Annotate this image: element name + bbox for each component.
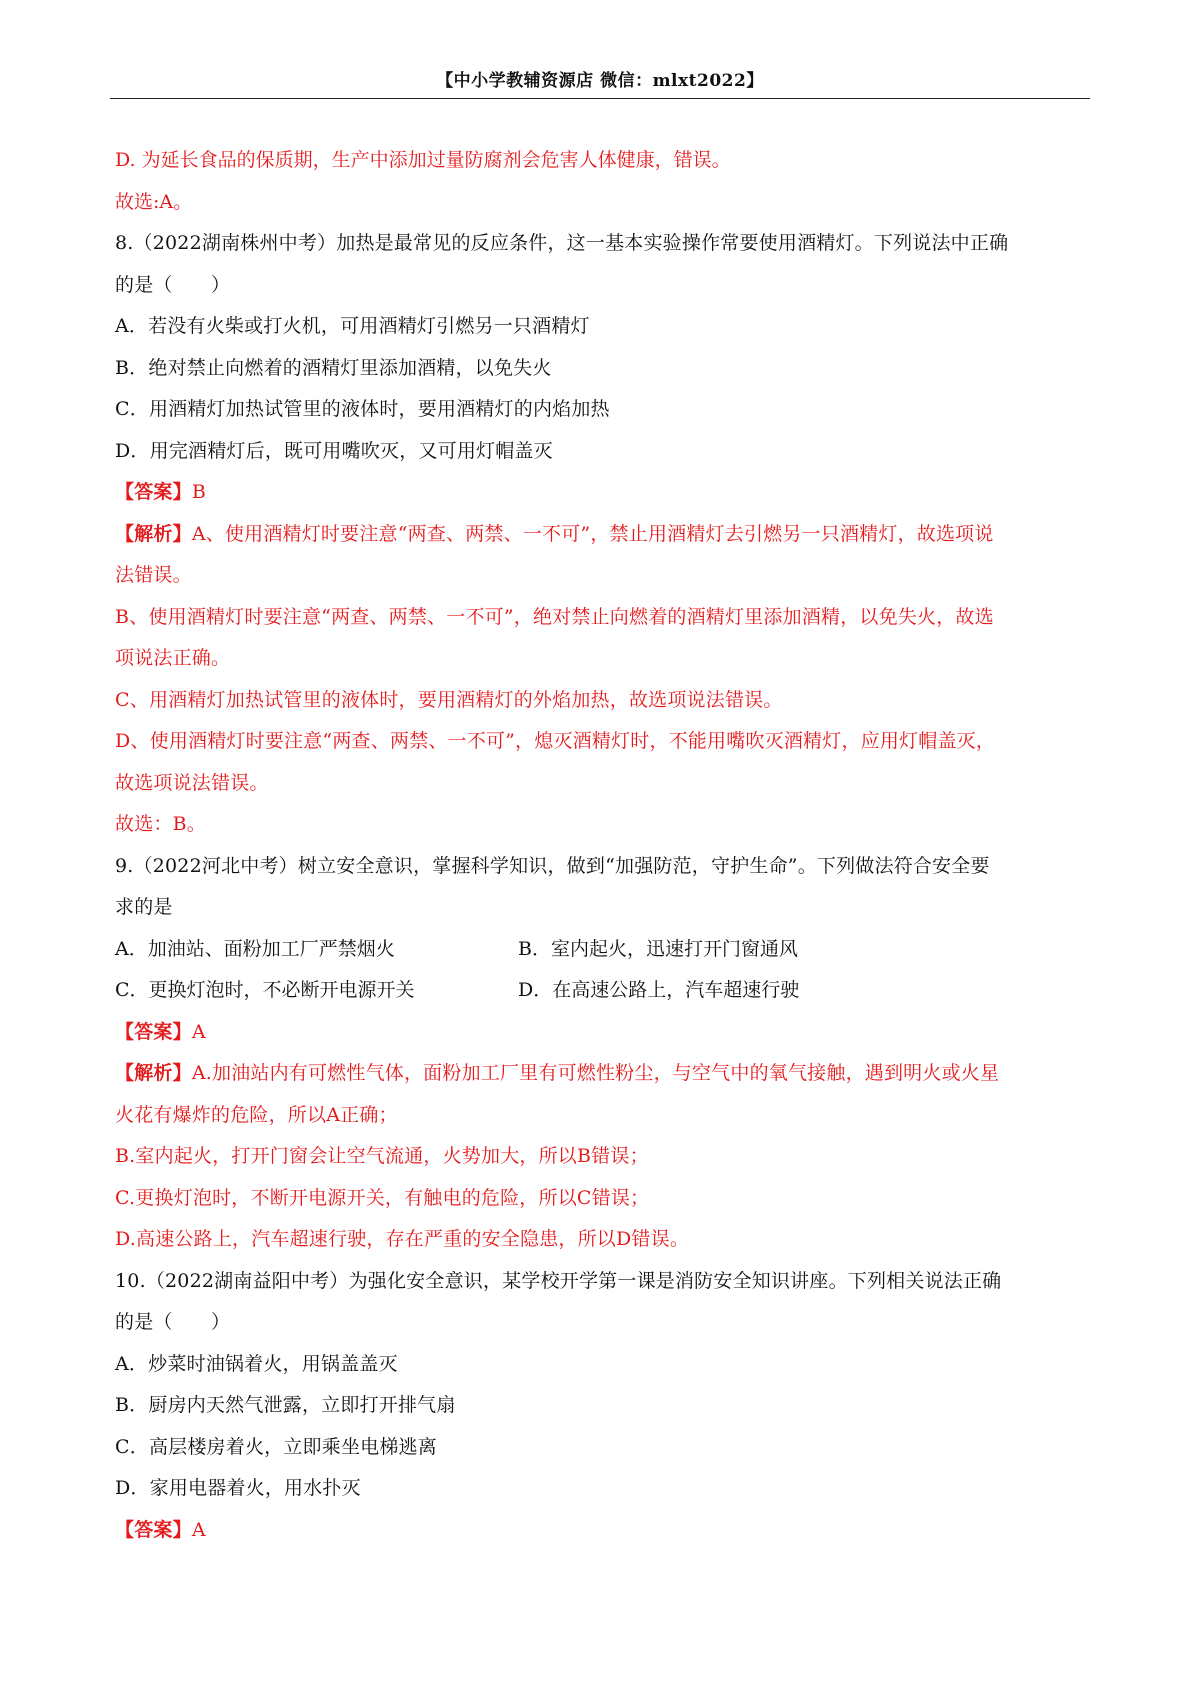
q9-analysis-line-2: 火花有爆炸的危险，所以A正确； — [115, 1103, 398, 1126]
q8-option-c: C．用酒精灯加热试管里的液体时，要用酒精灯的内焰加热 — [115, 398, 610, 420]
q8-analysis-label: 【解析】 — [115, 522, 192, 545]
q9-analysis-line-3: B.室内起火，打开门窗会让空气流通，火势加大，所以B错误； — [115, 1145, 649, 1167]
question-8 — [115, 223, 1090, 846]
q8-analysis-line-5: C、用酒精灯加热试管里的液体时，要用酒精灯的外焰加热，故选项说法错误。 — [115, 688, 783, 711]
q8-analysis-text-1: A、使用酒精灯时要注意“两查、两禁、一不可”，禁止用酒精灯去引燃另一只酒精灯，故选项说 — [191, 522, 994, 545]
q9-option-b: B．室内起火，迅速打开门窗通风 — [518, 937, 798, 960]
q8-option-b: B．绝对禁止向燃着的酒精灯里添加酒精，以免失火 — [115, 356, 552, 379]
q7-option-d-explanation: D. 为延长食品的保质期，生产中添加过量防腐剂会危害人体健康，错误。 — [115, 149, 731, 171]
q8-answer-label: 【答案】 — [115, 481, 192, 503]
q8-analysis-line-4: 项说法正确。 — [115, 647, 231, 669]
q9-option-d: D．在高速公路上，汽车超速行驶 — [518, 979, 800, 1001]
q10-option-a: A．炒菜时油锅着火，用锅盖盖灭 — [115, 1352, 398, 1375]
page-header: 【中小学教辅资源店 微信：mlxt2022】 — [436, 71, 764, 91]
q8-analysis-line-6: D、使用酒精灯时要注意“两查、两禁、一不可”，熄灭酒精灯时，不能用嘴吹灭酒精灯，应用灯帽盖灭， — [115, 730, 996, 752]
q10-option-b: B．厨房内天然气泄露，立即打开排气扇 — [115, 1394, 456, 1416]
q8-analysis-line-3: B、使用酒精灯时要注意“两查、两禁、一不可”，绝对禁止向燃着的酒精灯里添加酒精，以免失火，故选 — [115, 605, 994, 628]
document-body — [115, 140, 1090, 1551]
header-divider — [110, 98, 1090, 99]
q9-analysis-line-1 — [115, 1053, 1090, 1095]
q10-answer — [115, 1510, 1090, 1552]
q8-stem-line-1: 8.（2022湖南株州中考）加热是最常见的反应条件，这一基本实验操作常要使用酒精灯。下列说法中正确 — [115, 232, 1009, 254]
question-9 — [115, 846, 1090, 1261]
q9-answer-label: 【答案】 — [115, 1020, 192, 1043]
q8-option-d: D．用完酒精灯后，既可用嘴吹灭，又可用灯帽盖灭 — [115, 439, 553, 462]
q10-answer-label: 【答案】 — [115, 1518, 192, 1541]
question-10 — [115, 1261, 1090, 1552]
q9-analysis-line-5: D.高速公路上，汽车超速行驶，存在严重的安全隐患，所以D错误。 — [115, 1228, 690, 1250]
q9-analysis-label: 【解析】 — [115, 1062, 192, 1084]
q10-stem-line-1: 10.（2022湖南益阳中考）为强化安全意识，某学校开学第一课是消防安全知识讲座。下列相关说法正确 — [115, 1269, 1002, 1292]
q10-stem-line-2: 的是（ ） — [115, 1311, 231, 1333]
q9-option-a: A．加油站、面粉加工厂严禁烟火 — [115, 937, 395, 960]
q8-analysis-line-1 — [115, 514, 1090, 556]
q9-answer-value: A — [191, 1020, 206, 1043]
q8-analysis-line-7: 故选项说法错误。 — [115, 771, 269, 794]
q7-conclusion: 故选:A。 — [115, 190, 193, 213]
q9-options-row-1 — [115, 929, 1090, 971]
q8-option-a: A．若没有火柴或打火机，可用酒精灯引燃另一只酒精灯 — [115, 315, 590, 337]
q9-answer — [115, 1012, 1090, 1054]
q8-stem-line-2: 的是（ ） — [115, 273, 231, 296]
q9-options-row-2 — [115, 970, 1090, 1012]
q8-answer-value: B — [191, 481, 206, 503]
q8-answer — [115, 472, 1090, 514]
q9-analysis-text-1: A.加油站内有可燃性气体，面粉加工厂里有可燃性粉尘，与空气中的氧气接触，遇到明火或火星 — [191, 1062, 1000, 1084]
q10-option-c: C．高层楼房着火，立即乘坐电梯逃离 — [115, 1435, 437, 1458]
q9-option-c: C．更换灯泡时，不必断开电源开关 — [115, 979, 415, 1001]
q10-option-d: D．家用电器着火，用水扑灭 — [115, 1477, 361, 1499]
q10-answer-value: A — [191, 1518, 206, 1541]
q9-stem-line-1: 9.（2022河北中考）树立安全意识，掌握科学知识，做到“加强防范，守护生命”。下列做法符合安全要 — [115, 854, 990, 877]
q8-analysis-line-2: 法错误。 — [115, 564, 192, 586]
q8-conclusion: 故选：B。 — [115, 813, 206, 835]
q9-stem-line-2: 求的是 — [115, 896, 173, 918]
q9-analysis-line-4: C.更换灯泡时，不断开电源开关，有触电的危险，所以C错误； — [115, 1186, 650, 1209]
